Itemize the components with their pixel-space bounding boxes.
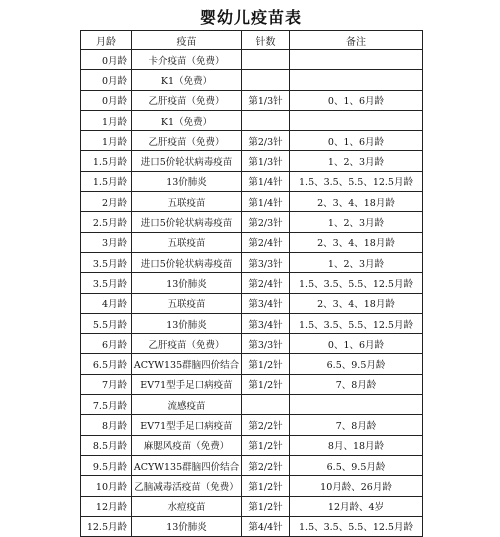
cell-dose: 第4/4针 <box>242 516 290 536</box>
table-row <box>81 151 423 171</box>
cell-note: 2、3、4、18月龄 <box>290 192 423 212</box>
cell-vaccine: 水痘疫苗 <box>132 496 242 516</box>
cell-vaccine: 进口5价轮状病毒疫苗 <box>132 151 242 171</box>
cell-vaccine: 乙肝疫苗（免费） <box>132 131 242 151</box>
cell-vaccine: 13价肺炎 <box>132 273 242 293</box>
cell-vaccine: 乙肝疫苗（免费） <box>132 334 242 354</box>
cell-vaccine: 乙脑减毒活疫苗（免费） <box>132 476 242 496</box>
cell-vaccine: 流感疫苗 <box>132 395 242 415</box>
cell-age: 8月龄 <box>81 415 132 435</box>
table-row <box>81 435 423 455</box>
table-row <box>81 516 423 536</box>
cell-dose: 第1/3针 <box>242 90 290 110</box>
cell-dose: 第1/2针 <box>242 476 290 496</box>
cell-note: 1、2、3月龄 <box>290 252 423 272</box>
cell-age: 2.5月龄 <box>81 212 132 232</box>
cell-note: 0、1、6月龄 <box>290 334 423 354</box>
cell-note: 1、2、3月龄 <box>290 212 423 232</box>
cell-note <box>290 110 423 130</box>
cell-vaccine: ACYW135群脑四价结合 <box>132 354 242 374</box>
table-row <box>81 131 423 151</box>
table-row <box>81 415 423 435</box>
cell-dose: 第2/4针 <box>242 273 290 293</box>
table-row <box>81 476 423 496</box>
cell-dose: 第2/4针 <box>242 232 290 252</box>
table-row <box>81 252 423 272</box>
cell-vaccine: 13价肺炎 <box>132 171 242 191</box>
table-row <box>81 90 423 110</box>
table-row <box>81 496 423 516</box>
cell-age: 1.5月龄 <box>81 171 132 191</box>
cell-dose: 第2/2针 <box>242 415 290 435</box>
cell-note <box>290 70 423 90</box>
cell-vaccine: 13价肺炎 <box>132 313 242 333</box>
cell-vaccine: 进口5价轮状病毒疫苗 <box>132 212 242 232</box>
vaccine-table <box>80 30 423 537</box>
cell-vaccine: 乙肝疫苗（免费） <box>132 90 242 110</box>
cell-vaccine: ACYW135群脑四价结合 <box>132 455 242 475</box>
cell-note: 2、3、4、18月龄 <box>290 293 423 313</box>
cell-age: 2月龄 <box>81 192 132 212</box>
cell-dose: 第2/2针 <box>242 455 290 475</box>
header-dose: 针数 <box>242 31 290 50</box>
cell-age: 0月龄 <box>81 50 132 70</box>
cell-note: 1、2、3月龄 <box>290 151 423 171</box>
table-row <box>81 50 423 70</box>
header-vaccine: 疫苗 <box>132 31 242 50</box>
header-note: 备注 <box>290 31 423 50</box>
cell-vaccine: 麻腮风疫苗（免费） <box>132 435 242 455</box>
cell-dose: 第3/3针 <box>242 252 290 272</box>
table-row <box>81 171 423 191</box>
header-age: 月龄 <box>81 31 132 50</box>
cell-note: 0、1、6月龄 <box>290 90 423 110</box>
cell-note: 12月龄、4岁 <box>290 496 423 516</box>
cell-age: 7.5月龄 <box>81 395 132 415</box>
table-row <box>81 110 423 130</box>
cell-vaccine: 卡介疫苗（免费） <box>132 50 242 70</box>
cell-note: 10月龄、26月龄 <box>290 476 423 496</box>
cell-note: 2、3、4、18月龄 <box>290 232 423 252</box>
table-row <box>81 293 423 313</box>
table-row <box>81 334 423 354</box>
cell-note: 7、8月龄 <box>290 415 423 435</box>
cell-age: 0月龄 <box>81 70 132 90</box>
cell-dose: 第1/2针 <box>242 354 290 374</box>
cell-note: 6.5、9.5月龄 <box>290 455 423 475</box>
document-title: 婴幼儿疫苗表 <box>199 8 302 27</box>
cell-age: 4月龄 <box>81 293 132 313</box>
cell-dose: 第3/4针 <box>242 293 290 313</box>
cell-dose <box>242 110 290 130</box>
cell-age: 6月龄 <box>81 334 132 354</box>
cell-dose: 第2/3针 <box>242 131 290 151</box>
cell-note: 1.5、3.5、5.5、12.5月龄 <box>290 273 423 293</box>
cell-dose: 第1/4针 <box>242 192 290 212</box>
cell-age: 12.5月龄 <box>81 516 132 536</box>
vaccine-schedule-sheet <box>80 0 422 537</box>
cell-vaccine: 五联疫苗 <box>132 293 242 313</box>
cell-dose: 第1/2针 <box>242 496 290 516</box>
cell-age: 3.5月龄 <box>81 273 132 293</box>
cell-note: 6.5、9.5月龄 <box>290 354 423 374</box>
cell-dose: 第1/2针 <box>242 435 290 455</box>
cell-age: 7月龄 <box>81 374 132 394</box>
cell-dose: 第3/3针 <box>242 334 290 354</box>
cell-dose <box>242 50 290 70</box>
cell-vaccine: 五联疫苗 <box>132 232 242 252</box>
table-row <box>81 212 423 232</box>
table-row <box>81 374 423 394</box>
cell-note: 1.5、3.5、5.5、12.5月龄 <box>290 313 423 333</box>
cell-note: 7、8月龄 <box>290 374 423 394</box>
cell-vaccine: K1（免费） <box>132 110 242 130</box>
cell-age: 5.5月龄 <box>81 313 132 333</box>
cell-vaccine: EV71型手足口病疫苗 <box>132 374 242 394</box>
table-row <box>81 273 423 293</box>
cell-age: 10月龄 <box>81 476 132 496</box>
cell-dose <box>242 395 290 415</box>
cell-dose: 第3/4针 <box>242 313 290 333</box>
cell-dose: 第1/4针 <box>242 171 290 191</box>
cell-age: 9.5月龄 <box>81 455 132 475</box>
header-row <box>81 31 423 50</box>
table-row <box>81 395 423 415</box>
cell-age: 0月龄 <box>81 90 132 110</box>
cell-vaccine: 五联疫苗 <box>132 192 242 212</box>
cell-note <box>290 50 423 70</box>
cell-note: 1.5、3.5、5.5、12.5月龄 <box>290 171 423 191</box>
table-row <box>81 232 423 252</box>
table-row <box>81 192 423 212</box>
table-row <box>81 313 423 333</box>
cell-note: 0、1、6月龄 <box>290 131 423 151</box>
table-row <box>81 70 423 90</box>
cell-age: 6.5月龄 <box>81 354 132 374</box>
table-row <box>81 354 423 374</box>
cell-age: 12月龄 <box>81 496 132 516</box>
cell-age: 3.5月龄 <box>81 252 132 272</box>
cell-vaccine: 进口5价轮状病毒疫苗 <box>132 252 242 272</box>
cell-age: 8.5月龄 <box>81 435 132 455</box>
cell-note: 1.5、3.5、5.5、12.5月龄 <box>290 516 423 536</box>
cell-vaccine: K1（免费） <box>132 70 242 90</box>
cell-vaccine: 13价肺炎 <box>132 516 242 536</box>
cell-dose: 第1/3针 <box>242 151 290 171</box>
cell-note: 8月、18月龄 <box>290 435 423 455</box>
cell-age: 1月龄 <box>81 131 132 151</box>
cell-age: 1.5月龄 <box>81 151 132 171</box>
table-row <box>81 455 423 475</box>
cell-vaccine: EV71型手足口病疫苗 <box>132 415 242 435</box>
cell-dose: 第2/3针 <box>242 212 290 232</box>
cell-dose: 第1/2针 <box>242 374 290 394</box>
cell-dose <box>242 70 290 90</box>
cell-age: 1月龄 <box>81 110 132 130</box>
cell-note <box>290 395 423 415</box>
cell-age: 3月龄 <box>81 232 132 252</box>
